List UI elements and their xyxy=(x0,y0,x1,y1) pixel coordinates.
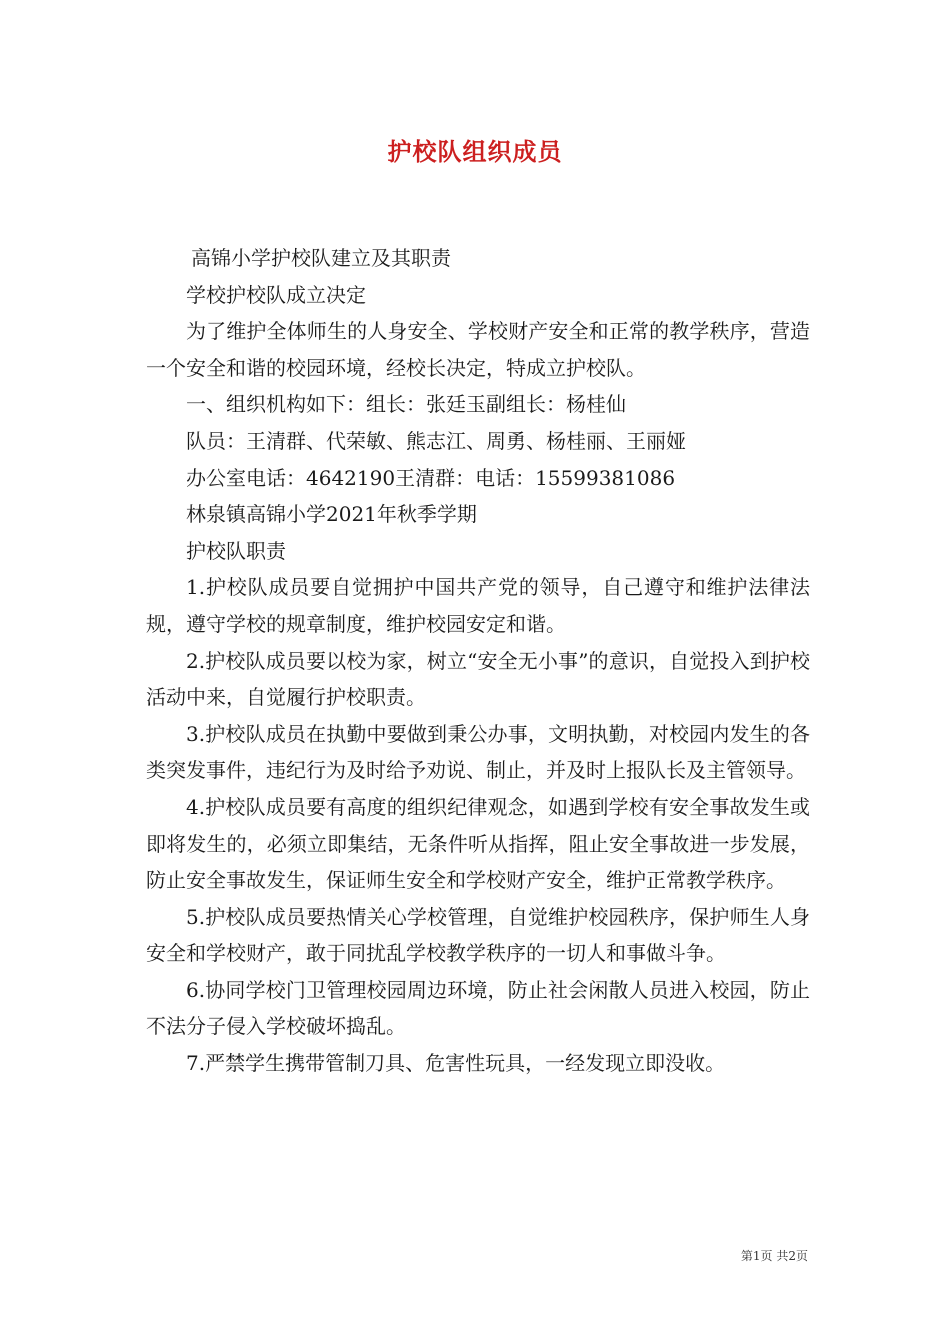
duty-item-3: 3.护校队成员在执勤中要做到秉公办事，文明执勤，对校园内发生的各类突发事件，违纪行为及时给予劝说、制止，并及时上报队长及主管领导。 xyxy=(146,721,810,783)
paragraph-purpose: 为了维护全体师生的人身安全、学校财产安全和正常的教学秩序，营造一个安全和谐的校园环境，经校长决定，特成立护校队。 xyxy=(146,319,810,380)
duty-item-4: 4.护校队成员要有高度的组织纪律观念，如遇到学校有安全事故发生或即将发生的，必须立即集结，无条件听从指挥，阻止安全事故进一步发展，防止安全事故发生，保证师生安全和学校财产安全，维护正常教学秩序。 xyxy=(146,794,810,893)
duty-item-6: 6.协同学校门卫管理校园周边环境，防止社会闲散人员进入校园，防止不法分子侵入学校破坏捣乱。 xyxy=(146,977,810,1039)
document-title: 护校队组织成员 xyxy=(387,138,563,166)
duty-item-1: 1.护校队成员要自觉拥护中国共产党的领导，自己遵守和维护法律法规，遵守学校的规章制度，维护校园安定和谐。 xyxy=(146,575,810,636)
paragraph-organization: 一、组织机构如下：组长：张廷玉副组长：杨桂仙 xyxy=(186,392,626,417)
duty-item-7: 7.严禁学生携带管制刀具、危害性玩具，一经发现立即没收。 xyxy=(186,1051,726,1076)
paragraph-school-term: 林泉镇高锦小学2021年秋季学期 xyxy=(186,502,477,527)
paragraph-members: 队员：王清群、代荣敏、熊志江、周勇、杨桂丽、王丽娅 xyxy=(186,428,686,453)
paragraph-school-heading: 高锦小学护校队建立及其职责 xyxy=(191,246,451,270)
document-body xyxy=(146,240,810,1082)
paragraph-decision-heading: 学校护校队成立决定 xyxy=(186,282,366,307)
paragraph-duties-heading: 护校队职责 xyxy=(186,538,286,563)
paragraph-phone: 办公室电话：4642190王清群：电话：15599381086 xyxy=(186,465,676,490)
page-number-footer: 第1页 共2页 xyxy=(740,1249,808,1263)
duty-item-5: 5.护校队成员要热情关心学校管理，自觉维护校园秩序，保护师生人身安全和学校财产，敢于同扰乱学校教学秩序的一切人和事做斗争。 xyxy=(146,904,810,966)
duty-item-2: 2.护校队成员要以校为家，树立“安全无小事”的意识，自觉投入到护校活动中来，自觉履行护校职责。 xyxy=(146,648,810,710)
